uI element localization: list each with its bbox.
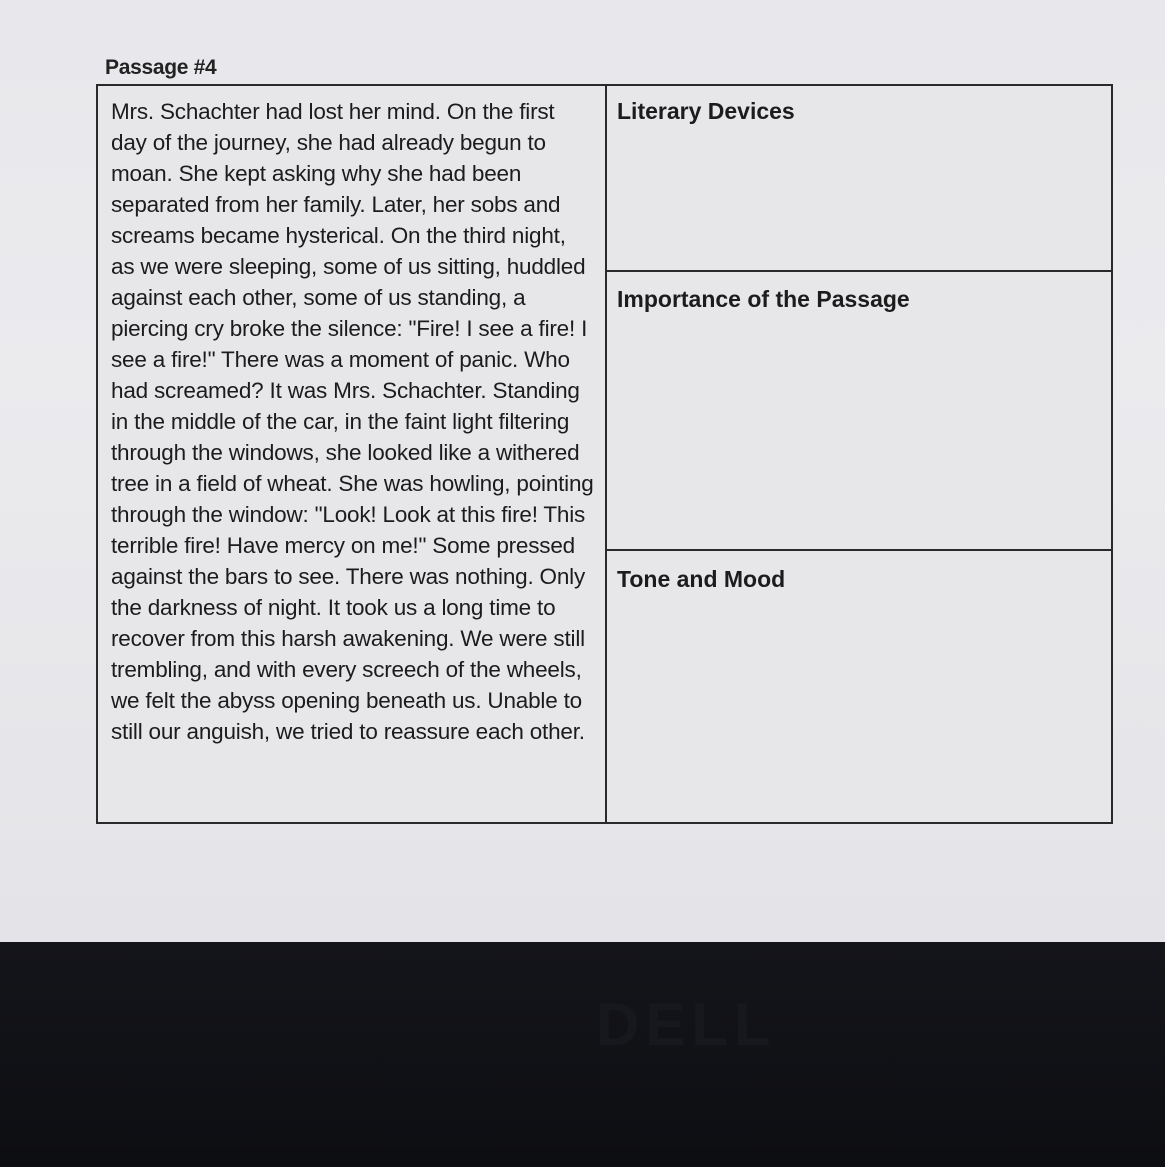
monitor-bezel bbox=[0, 942, 1165, 1167]
dell-logo: DELL bbox=[596, 991, 777, 1058]
tone-mood-cell[interactable]: Tone and Mood bbox=[617, 566, 786, 592]
passage-title: Passage #4 bbox=[105, 56, 217, 79]
worksheet-table bbox=[96, 84, 1113, 824]
passage-text: Mrs. Schachter had lost her mind. On the first day of the journey, she had already begun to moan. She kept asking why she had been separated from her family. Later, her sobs and screams became hysterical. On the third night, as we were sleeping, some of us sitting, huddled against each other, some of us standing, a piercing cry broke the silence: "Fire! I see a fire! I see a fire!" There was a moment of panic. Who had screamed? It was Mrs. Schachter. Standing in the middle of the car, in the faint light filtering through the windows, she looked like a withered tree in a field of wheat. She was howling, pointing through the window: "Look! Look at this fire! This terrible fire! Have mercy on me!" Some pressed against the bars to see. There was nothing. Only the darkness of night. It took us a long time to recover from this harsh awakening. We were still trembling, and with every screech of the wheels, we felt the abyss opening beneath us. Unable to still our anguish, we tried to reassure each other. bbox=[98, 86, 607, 822]
importance-cell[interactable]: Importance of the Passage bbox=[607, 272, 1111, 551]
analysis-column bbox=[607, 86, 1111, 822]
literary-devices-cell[interactable]: Literary Devices bbox=[607, 86, 1111, 272]
